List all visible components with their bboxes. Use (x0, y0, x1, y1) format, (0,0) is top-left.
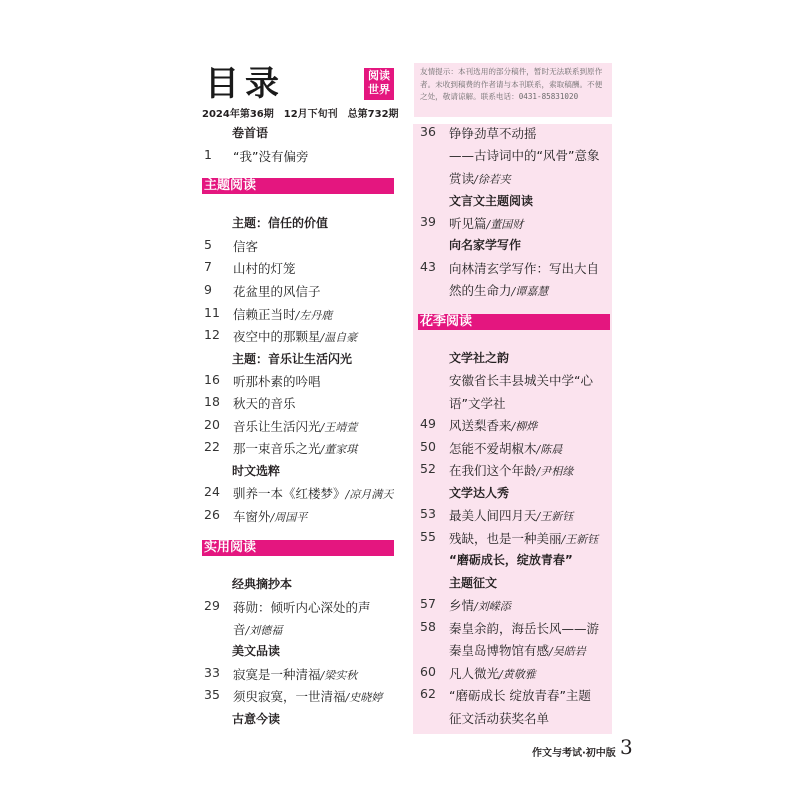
page-ref: 52 (420, 461, 436, 476)
entry-author: /梁实秋 (320, 669, 358, 682)
toc-entry (449, 371, 593, 389)
toc-entry (449, 169, 511, 187)
issue-info: 2024年第36期 12月下旬刊 总第732期 (202, 109, 399, 120)
page-ref: 1 (204, 147, 212, 162)
toc-entry (233, 439, 357, 457)
toc-entry (449, 529, 598, 547)
entry-title: 听那朴素的吟唱 (233, 374, 321, 389)
entry-title: 凡人微光 (449, 666, 500, 681)
toc-entry (449, 506, 573, 524)
toc-entry (233, 598, 371, 616)
entry-title: 听见篇 (449, 216, 487, 231)
page-ref: 5 (204, 237, 212, 252)
section-bar: 实用阅读 (202, 540, 394, 556)
page-ref: 55 (420, 529, 436, 544)
toc-entry (233, 620, 282, 638)
toc-entry (233, 147, 308, 165)
section-heading: 古意今读 (232, 712, 281, 726)
entry-author: /尹相缘 (536, 465, 574, 478)
entry-title: 然的生命力 (449, 283, 512, 298)
section-heading: 向名家学写作 (449, 238, 522, 252)
toc-entry (233, 282, 321, 300)
toc-entry (233, 372, 321, 390)
toc-entry (449, 146, 599, 164)
brand-badge: 阅读世界 (364, 68, 394, 100)
page-title: 目录 (205, 64, 285, 104)
toc-entry (233, 665, 357, 683)
entry-author: /陈晨 (536, 443, 563, 456)
entry-title: 车窗外 (233, 509, 271, 524)
entry-title: 蒋勋：倾听内心深处的声 (233, 600, 371, 615)
section-heading: 经典摘抄本 (232, 577, 293, 591)
toc-entry (233, 237, 258, 255)
toc-entry (233, 507, 307, 525)
toc-entry (449, 461, 573, 479)
toc-entry (449, 439, 562, 457)
toc-entry (233, 484, 393, 502)
toc-entry (449, 394, 505, 412)
entry-title: 铮铮劲草不动摇 (449, 126, 537, 141)
toc-entry (449, 664, 536, 682)
toc-entry (449, 124, 537, 142)
entry-author: /温自豪 (320, 331, 358, 344)
toc-entry (449, 416, 537, 434)
entry-author: /谭嘉慧 (511, 285, 549, 298)
entry-title: 信客 (233, 239, 259, 254)
section-heading: 时文选粹 (232, 464, 281, 478)
entry-title: 最美人间四月天 (449, 508, 537, 523)
entry-author: /史晓婷 (345, 691, 383, 704)
section-heading: 文学社之韵 (449, 351, 510, 365)
entry-title: 驯养一本《红楼梦》 (233, 486, 346, 501)
section-heading: 美文品读 (232, 644, 281, 658)
entry-title: 花盆里的风信子 (233, 284, 321, 299)
page-ref: 43 (420, 259, 436, 274)
section-heading: 卷首语 (232, 126, 269, 140)
entry-title: 秦皇岛博物馆有感 (449, 643, 550, 658)
entry-title: 残缺，也是一种美丽 (449, 531, 562, 546)
toc-entry (233, 417, 357, 435)
entry-author: /董国财 (486, 218, 524, 231)
page-ref: 12 (204, 327, 220, 342)
section-heading: “磨砺成长，绽放青春” (449, 553, 573, 567)
toc-entry (449, 709, 549, 727)
entry-title: 夜空中的那颗星 (233, 329, 321, 344)
page-ref: 60 (420, 664, 436, 679)
entry-title: 乡情 (449, 598, 475, 613)
page-ref: 33 (204, 665, 220, 680)
page-number: 3 (620, 735, 633, 759)
toc-entry (449, 596, 511, 614)
toc-entry (449, 641, 586, 659)
entry-title: 那一束音乐之光 (233, 441, 321, 456)
entry-author: /柳烨 (511, 420, 538, 433)
entry-title: 音乐让生活闪光 (233, 419, 321, 434)
entry-author: /董家琪 (320, 443, 358, 456)
toc-entry (449, 259, 599, 277)
page-ref: 62 (420, 686, 436, 701)
entry-title: 向林清玄学写作：写出大自 (449, 261, 600, 276)
section-heading: 文学达人秀 (449, 486, 510, 500)
entry-title: 赏读 (449, 171, 475, 186)
entry-author: /王新钰 (561, 533, 599, 546)
entry-author: /王靖萱 (320, 421, 358, 434)
page-ref: 36 (420, 124, 436, 139)
page-ref: 18 (204, 394, 220, 409)
page-ref: 7 (204, 259, 212, 274)
entry-author: /黄敬雅 (499, 668, 536, 681)
toc-entry (233, 687, 382, 705)
entry-title: 山村的灯笼 (233, 261, 296, 276)
entry-title: 征文活动获奖名单 (449, 711, 550, 726)
toc-entry (449, 619, 599, 637)
entry-author: /周国平 (270, 511, 308, 524)
page-ref: 9 (204, 282, 212, 297)
page-ref: 16 (204, 372, 220, 387)
entry-title: 音 (233, 622, 246, 637)
page-ref: 20 (204, 417, 220, 432)
entry-author: /王新钰 (536, 510, 574, 523)
entry-title: 风送梨香来 (449, 418, 512, 433)
page-ref: 50 (420, 439, 436, 454)
entry-title: 安徽省长丰县城关中学“心 (449, 373, 593, 388)
page-ref: 57 (420, 596, 436, 611)
page-ref: 58 (420, 619, 436, 634)
magazine-name: 作文与考试·初中版 (532, 748, 616, 759)
entry-author: /左丹鹿 (295, 309, 333, 322)
entry-title: 须臾寂寞，一世清福 (233, 689, 346, 704)
page-ref: 29 (204, 598, 220, 613)
page-ref: 53 (420, 506, 436, 521)
entry-title: “磨砺成长 绽放青春”主题 (449, 688, 591, 703)
section-heading: 主题征文 (449, 576, 498, 590)
entry-title: 在我们这个年龄 (449, 463, 537, 478)
toc-entry (449, 686, 591, 704)
section-bar: 主题阅读 (202, 178, 394, 194)
toc-entry (233, 259, 296, 277)
page-ref: 26 (204, 507, 220, 522)
entry-title: “我”没有偏旁 (233, 149, 309, 164)
page-ref: 22 (204, 439, 220, 454)
entry-author: /刘德福 (245, 624, 283, 637)
entry-title: 信赖正当时 (233, 307, 296, 322)
section-heading: 文言文主题阅读 (449, 194, 534, 208)
page-ref: 49 (420, 416, 436, 431)
toc-entry (233, 327, 357, 345)
entry-title: 寂寞是一种清福 (233, 667, 321, 682)
toc-entry (449, 281, 548, 299)
toc-entry (233, 394, 296, 412)
entry-author: /吴皓岩 (549, 645, 586, 658)
toc-entry (233, 305, 332, 323)
entry-title: 秦皇余韵，海岳长风——游 (449, 621, 600, 636)
entry-author: /徐若夹 (474, 173, 511, 186)
section-heading: 主题：音乐让生活闪光 (232, 352, 353, 366)
entry-author: /凉月满天 (345, 488, 394, 501)
section-bar: 花季阅读 (418, 314, 610, 330)
section-heading: 主题：信任的价值 (232, 216, 329, 230)
entry-title: ——古诗词中的“风骨”意象 (449, 148, 600, 163)
page-ref: 35 (204, 687, 220, 702)
entry-author: /刘嵘添 (474, 600, 511, 613)
entry-title: 怎能不爱胡椒木 (449, 441, 537, 456)
page-ref: 39 (420, 214, 436, 229)
page-ref: 24 (204, 484, 220, 499)
entry-title: 秋天的音乐 (233, 396, 296, 411)
notice-box: 友情提示：本刊选用的部分稿件，暂时无法联系到原作者。未收到稿费的作者请与本刊联系，索取稿酬。不便之处，敬请谅解。联系电话：0431-85831020 (414, 63, 612, 117)
entry-title: 语”文学社 (449, 396, 506, 411)
page-ref: 11 (204, 305, 220, 320)
toc-entry (449, 214, 523, 232)
